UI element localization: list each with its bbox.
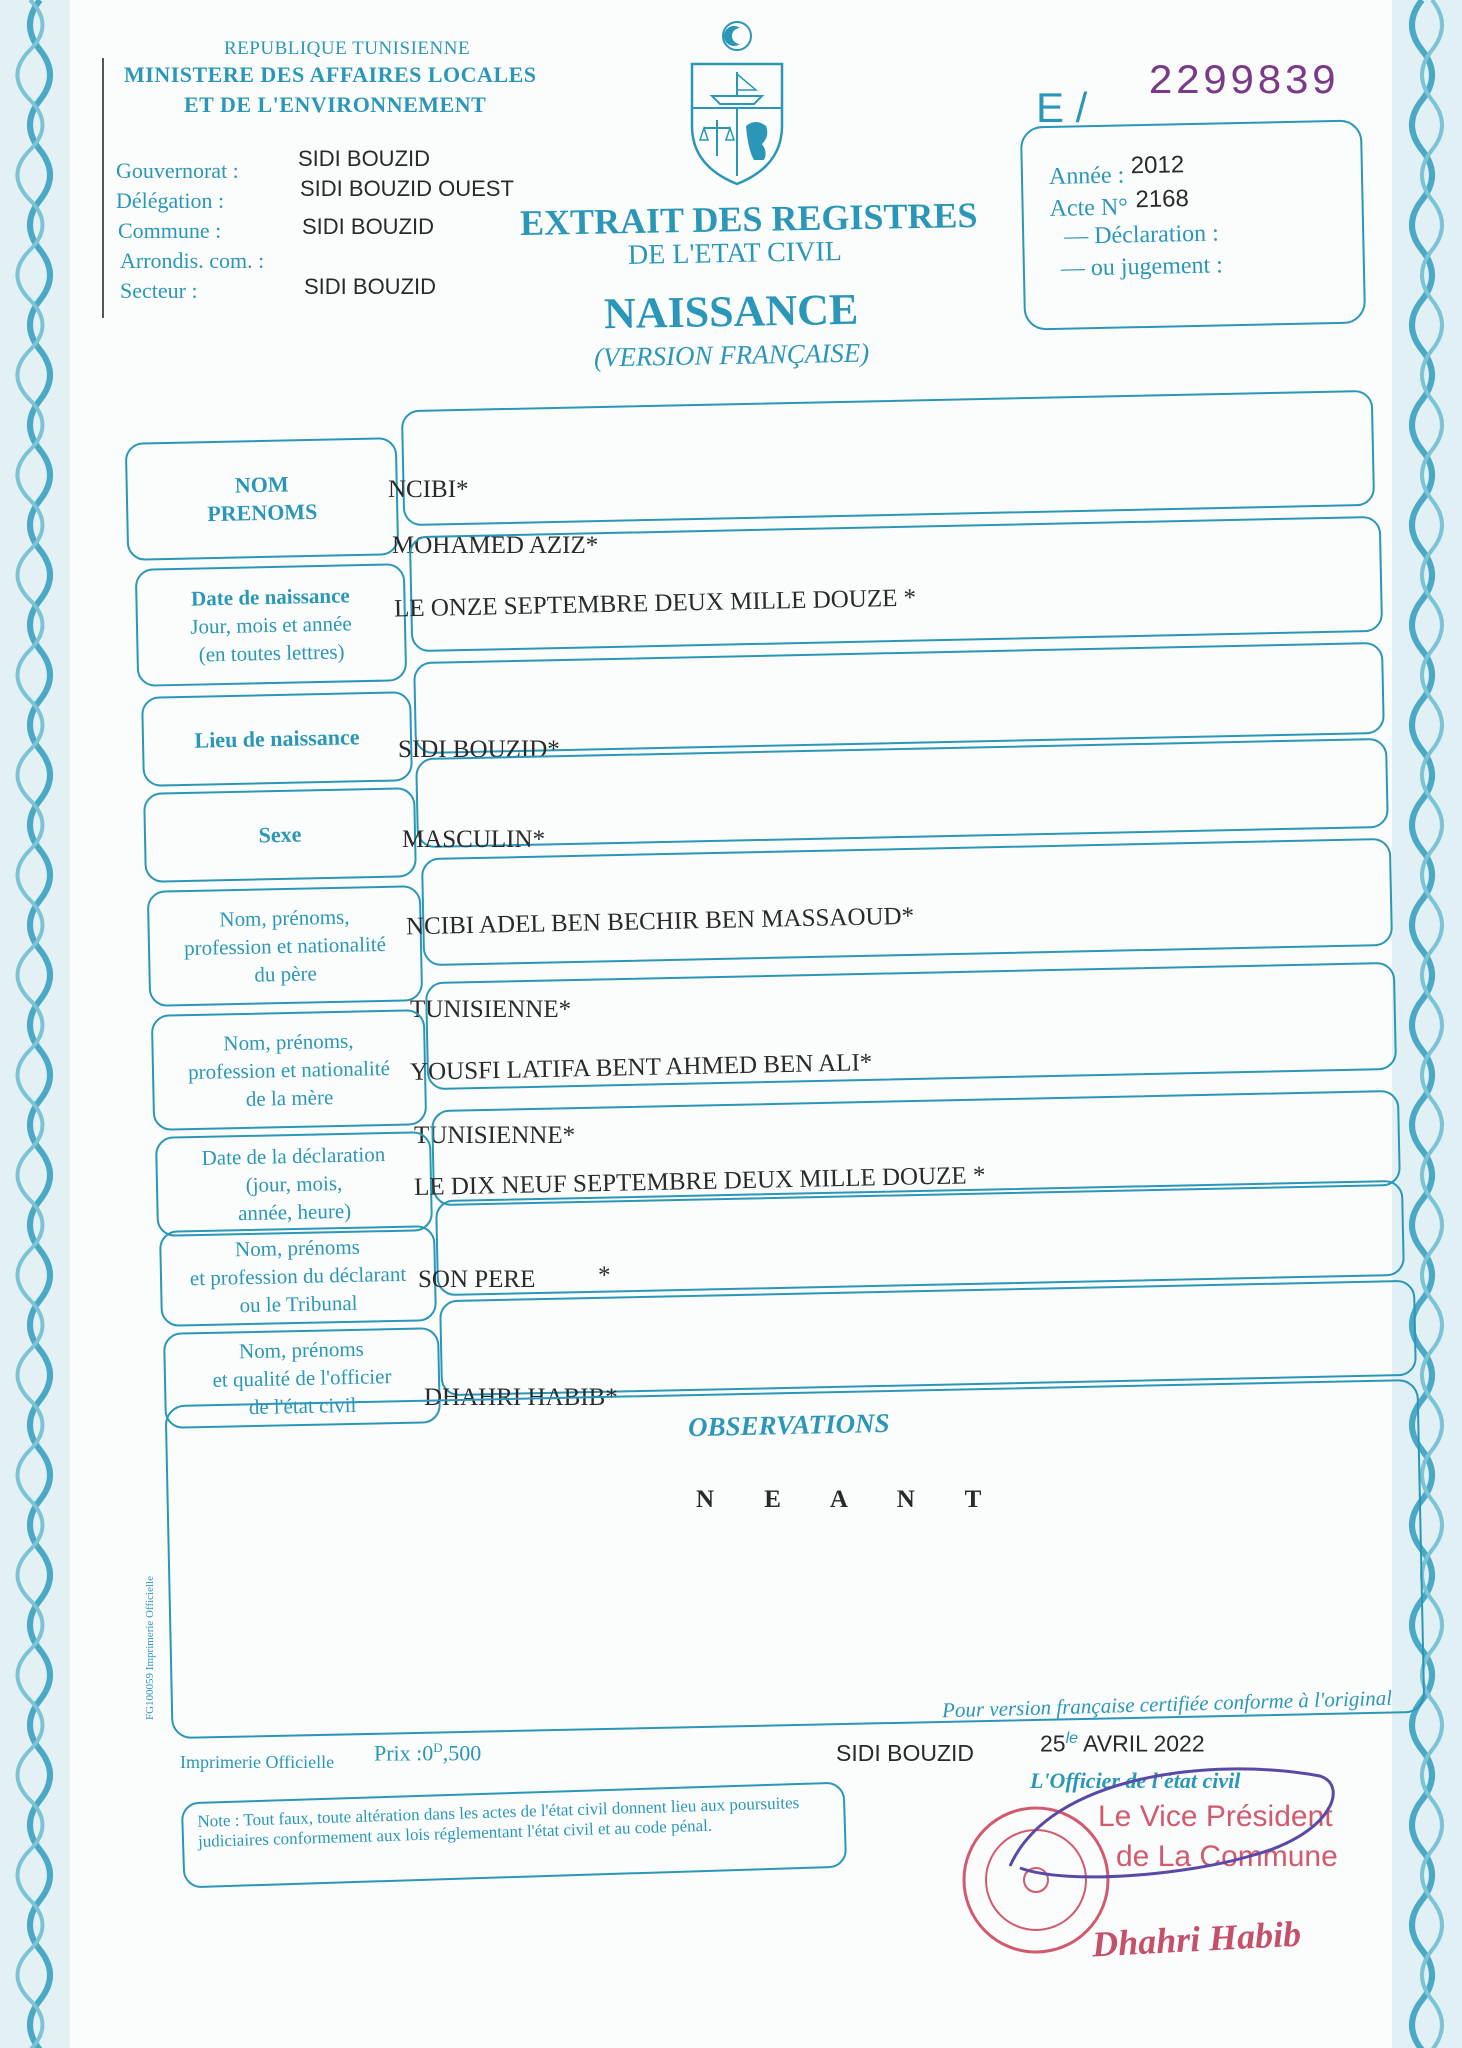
stamp-vice-president: Le Vice Président <box>1098 1800 1333 1833</box>
acte-box <box>1020 119 1366 330</box>
title-extrait: EXTRAIT DES REGISTRES <box>519 195 978 243</box>
mere-nationality-value: TUNISIENNE* <box>414 1122 576 1149</box>
declarant-label-box <box>159 1225 437 1327</box>
pere-nationality-value: TUNISIENNE* <box>410 996 572 1023</box>
lieu-value: SIDI BOUZID* <box>398 736 560 763</box>
pere-name-value: NCIBI ADEL BEN BECHIR BEN MASSAOUD* <box>405 902 915 941</box>
observations-value: N E A N T <box>696 1486 1004 1513</box>
date-rest: AVRIL 2022 <box>1083 1730 1205 1757</box>
imprimerie-text: Imprimerie Officielle <box>180 1752 335 1772</box>
officier-label3: de l'état civil <box>248 1392 357 1420</box>
date-naissance-sub2: (en toutes lettres) <box>198 639 345 667</box>
arrondissement-label: Arrondis. com. : <box>120 248 265 273</box>
mere-name-value: YOUSFI LATIFA BENT AHMED BEN ALI* <box>409 1049 873 1086</box>
declarant-label1: Nom, prénoms <box>234 1234 361 1262</box>
republic-header: REPUBLIQUE TUNISIENNE <box>224 38 471 59</box>
serial-prefix: E / <box>1036 84 1088 131</box>
title-version: (VERSION FRANÇAISE) <box>593 337 870 373</box>
mere-label-box <box>151 1009 427 1131</box>
sexe-label-box <box>143 787 417 883</box>
officier-label2: et qualité de l'officier <box>212 1364 392 1392</box>
jugement-label: — ou jugement : <box>1060 252 1224 282</box>
date-naissance-value: LE ONZE SEPTEMBRE DEUX MILLE DOUZE * <box>393 584 917 623</box>
lieu-label: Lieu de naissance <box>194 724 360 753</box>
officier-label1: Nom, prénoms <box>238 1336 365 1364</box>
lieu-label-box <box>141 691 413 787</box>
declarant-label2: et profession du déclarant <box>189 1261 407 1291</box>
acte-number-value: 2168 <box>1135 185 1190 214</box>
observations-title: OBSERVATIONS <box>687 1407 890 1443</box>
ministry-line2: ET DE L'ENVIRONNEMENT <box>184 92 487 117</box>
date-day: 25 <box>1040 1730 1066 1757</box>
prix-sup: D <box>433 1740 443 1755</box>
nom-prenoms-label-box <box>125 437 399 561</box>
prix-label: Prix :0 <box>374 1740 434 1766</box>
commune-label: Commune : <box>118 218 222 243</box>
prenoms-label: PRENOMS <box>207 498 318 527</box>
sexe-value: MASCULIN* <box>402 826 546 853</box>
nom-label: NOM <box>234 471 289 498</box>
date-naissance-sub1: Jour, mois et année <box>190 611 352 639</box>
declaration-date-label1: Date de la déclaration <box>201 1142 386 1170</box>
annee-value: 2012 <box>1130 151 1185 180</box>
left-guilloche-border <box>0 0 70 2048</box>
date-text <box>1040 1730 1205 1758</box>
pere-label2: profession et nationalité <box>183 931 387 961</box>
secteur-value: SIDI BOUZID <box>304 274 437 299</box>
delegation-value: SIDI BOUZID OUEST <box>300 176 514 201</box>
side-print-code: FG100059 Imprimerie Officielle <box>144 1576 156 1720</box>
signature-name: Dhahri Habib <box>1091 1913 1302 1965</box>
certification-text: Pour version française certifiée conforme à l'original <box>941 1685 1393 1723</box>
officer-title: L'Officier de l'état civil <box>1030 1768 1241 1793</box>
pere-label3: du père <box>254 961 318 987</box>
declaration-date-value: LE DIX NEUF SEPTEMBRE DEUX MILLE DOUZE * <box>413 1162 986 1201</box>
header-divider <box>102 58 104 318</box>
prix-suffix: ,500 <box>442 1740 482 1766</box>
officier-value: DHAHRI HABIB* <box>424 1384 618 1411</box>
nom-value-box <box>401 390 1375 526</box>
gouvernorat-label: Gouvernorat : <box>116 158 239 183</box>
mere-label2: profession et nationalité <box>187 1055 391 1085</box>
declaration-label: — Déclaration : <box>1063 220 1220 250</box>
declaration-date-label2: (jour, mois, <box>245 1170 343 1198</box>
prenoms-value: MOHAMED AZIZ* <box>392 532 599 559</box>
officier-value-box <box>439 1280 1417 1396</box>
coat-of-arms-icon <box>682 16 792 188</box>
title-naissance: NAISSANCE <box>603 284 859 339</box>
date-naissance-label-box <box>135 563 407 687</box>
declarant-label3: ou le Tribunal <box>239 1290 358 1318</box>
declarant-value-box <box>435 1180 1405 1296</box>
declarant-value: SON PERE <box>418 1266 536 1293</box>
mere-label1: Nom, prénoms, <box>223 1028 354 1056</box>
pere-label-box <box>147 885 423 1007</box>
sexe-label: Sexe <box>258 821 302 848</box>
pere-label1: Nom, prénoms, <box>219 904 350 932</box>
declaration-date-label-box <box>155 1131 433 1237</box>
legal-note: Note : Tout faux, toute altération dans les actes de l'état civil donnent lieu aux poursuites judiciaires conformement aux lois réglementant l'état civil et au code pénal. <box>181 1782 847 1889</box>
prix-text <box>374 1740 481 1766</box>
sexe-value-box <box>415 738 1389 848</box>
gouvernorat-value: SIDI BOUZID <box>298 146 431 171</box>
signature-scribble-icon <box>990 1756 1350 1896</box>
nom-value: NCIBI* <box>388 476 469 503</box>
acte-number-label: Acte N° <box>1049 194 1129 222</box>
serial-number: 2299839 <box>1148 58 1339 106</box>
declarant-star: * <box>598 1262 611 1289</box>
place-text: SIDI BOUZID <box>836 1740 975 1766</box>
delegation-label: Délégation : <box>116 188 225 213</box>
declaration-date-label3: année, heure) <box>237 1198 352 1226</box>
mere-label3: de la mère <box>245 1085 334 1111</box>
date-naissance-label: Date de naissance <box>190 583 350 611</box>
secteur-label: Secteur : <box>120 278 198 303</box>
ministry-line1: MINISTERE DES AFFAIRES LOCALES <box>124 62 537 87</box>
stamp-commune: de La Commune <box>1116 1840 1338 1873</box>
title-etat-civil: DE L'ETAT CIVIL <box>627 236 843 271</box>
date-sup: le <box>1065 1730 1079 1747</box>
commune-value: SIDI BOUZID <box>302 214 435 239</box>
annee-label: Année : <box>1048 162 1125 191</box>
